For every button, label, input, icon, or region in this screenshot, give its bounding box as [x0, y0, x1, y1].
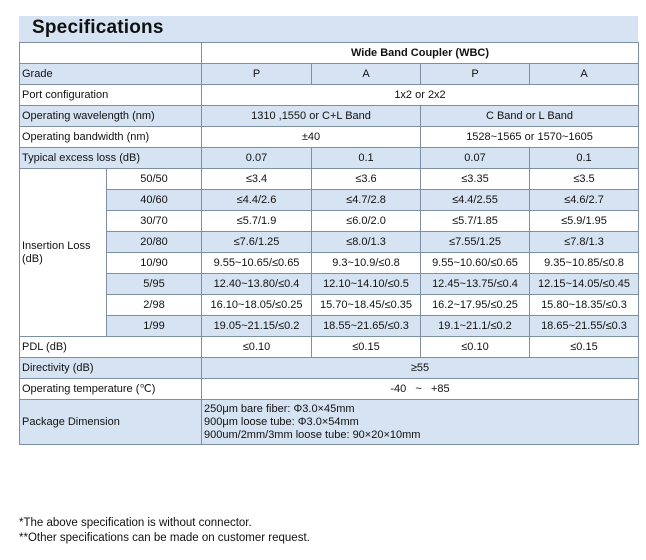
split-ratio: 20/80 [107, 232, 202, 253]
excess-loss-value: 0.1 [530, 148, 639, 169]
insertion-loss-value: 19.1~21.1/≤0.2 [421, 316, 530, 337]
grade-value: A [312, 64, 421, 85]
bandwidth-label: Operating bandwidth (nm) [20, 127, 202, 148]
pdl-row [20, 337, 639, 358]
insertion-loss-row [20, 274, 639, 295]
insertion-loss-row [20, 295, 639, 316]
wavelength-value: C Band or L Band [421, 106, 639, 127]
excess-loss-value: 0.1 [312, 148, 421, 169]
split-ratio: 1/99 [107, 316, 202, 337]
insertion-loss-value: 12.40~13.80/≤0.4 [202, 274, 312, 295]
pdl-value: ≤0.15 [530, 337, 639, 358]
split-ratio: 2/98 [107, 295, 202, 316]
insertion-loss-value: ≤8.0/1.3 [312, 232, 421, 253]
bandwidth-value: ±40 [202, 127, 421, 148]
insertion-loss-value: ≤4.4/2.6 [202, 190, 312, 211]
insertion-loss-value: 12.15~14.05/≤0.45 [530, 274, 639, 295]
pdl-value: ≤0.10 [202, 337, 312, 358]
insertion-loss-value: 12.10~14.10/≤0.5 [312, 274, 421, 295]
insertion-loss-value: 12.45~13.75/≤0.4 [421, 274, 530, 295]
insertion-loss-value: 18.55~21.65/≤0.3 [312, 316, 421, 337]
insertion-loss-value: 19.05~21.15/≤0.2 [202, 316, 312, 337]
insertion-loss-value: ≤3.4 [202, 169, 312, 190]
insertion-loss-value: 9.55~10.60/≤0.65 [421, 253, 530, 274]
insertion-loss-row [20, 232, 639, 253]
grade-value: A [530, 64, 639, 85]
insertion-loss-value: ≤7.6/1.25 [202, 232, 312, 253]
insertion-loss-value: ≤4.6/2.7 [530, 190, 639, 211]
excess-loss-row [20, 148, 639, 169]
insertion-loss-row [20, 316, 639, 337]
temperature-value: -40 ~ +85 [202, 379, 639, 400]
port-row [20, 85, 639, 106]
pdl-value: ≤0.15 [312, 337, 421, 358]
insertion-loss-value: 18.65~21.55/≤0.3 [530, 316, 639, 337]
package-value [202, 400, 639, 445]
footnotes [19, 516, 310, 546]
insertion-loss-value: 15.80~18.35/≤0.3 [530, 295, 639, 316]
package-line: 900um/2mm/3mm loose tube: 90×20×10mm [204, 428, 421, 441]
insertion-loss-row [20, 169, 639, 190]
insertion-loss-value: 15.70~18.45/≤0.35 [312, 295, 421, 316]
insertion-loss-value: ≤4.7/2.8 [312, 190, 421, 211]
excess-loss-value: 0.07 [421, 148, 530, 169]
corner-cell [20, 43, 202, 64]
title-bar [19, 16, 638, 42]
package-row [20, 400, 639, 445]
grade-label: Grade [20, 64, 202, 85]
bandwidth-row [20, 127, 639, 148]
wavelength-label: Operating wavelength (nm) [20, 106, 202, 127]
split-ratio: 10/90 [107, 253, 202, 274]
insertion-loss-row [20, 211, 639, 232]
port-label: Port configuration [20, 85, 202, 106]
insertion-loss-value: ≤5.7/1.85 [421, 211, 530, 232]
insertion-loss-label: Insertion Loss (dB) [20, 169, 107, 337]
package-line: 900μm loose tube: Φ3.0×54mm [204, 415, 359, 428]
excess-loss-label: Typical excess loss (dB) [20, 148, 202, 169]
split-ratio: 5/95 [107, 274, 202, 295]
temperature-row [20, 379, 639, 400]
table-header-row [20, 43, 639, 64]
insertion-loss-value: ≤4.4/2.55 [421, 190, 530, 211]
grade-value: P [202, 64, 312, 85]
insertion-loss-value: ≤3.6 [312, 169, 421, 190]
temperature-label: Operating temperature (℃) [20, 379, 202, 400]
port-value: 1x2 or 2x2 [202, 85, 639, 106]
insertion-loss-value: ≤7.55/1.25 [421, 232, 530, 253]
package-line: 250μm bare fiber: Φ3.0×45mm [204, 402, 355, 415]
package-label: Package Dimension [20, 400, 202, 445]
insertion-loss-value: ≤3.35 [421, 169, 530, 190]
insertion-loss-row [20, 253, 639, 274]
directivity-label: Directivity (dB) [20, 358, 202, 379]
split-ratio: 50/50 [107, 169, 202, 190]
insertion-loss-value: 9.3~10.9/≤0.8 [312, 253, 421, 274]
grade-row [20, 64, 639, 85]
insertion-loss-row [20, 190, 639, 211]
insertion-loss-value: ≤7.8/1.3 [530, 232, 639, 253]
product-header: Wide Band Coupler (WBC) [202, 43, 639, 64]
wavelength-value: 1310 ,1550 or C+L Band [202, 106, 421, 127]
footnote: *The above specification is without connector. [19, 517, 252, 529]
insertion-loss-value: 9.55~10.65/≤0.65 [202, 253, 312, 274]
directivity-value: ≥55 [202, 358, 639, 379]
insertion-loss-value: ≤6.0/2.0 [312, 211, 421, 232]
spec-table [19, 42, 639, 445]
footnote: **Other specifications can be made on customer request. [19, 532, 310, 544]
insertion-loss-value: ≤5.7/1.9 [202, 211, 312, 232]
page-title: Specifications [32, 17, 164, 38]
insertion-loss-value: ≤3.5 [530, 169, 639, 190]
insertion-loss-value: 16.2~17.95/≤0.25 [421, 295, 530, 316]
bandwidth-value: 1528~1565 or 1570~1605 [421, 127, 639, 148]
insertion-loss-value: 16.10~18.05/≤0.25 [202, 295, 312, 316]
split-ratio: 40/60 [107, 190, 202, 211]
wavelength-row [20, 106, 639, 127]
excess-loss-value: 0.07 [202, 148, 312, 169]
directivity-row [20, 358, 639, 379]
insertion-loss-value: ≤5.9/1.95 [530, 211, 639, 232]
pdl-label: PDL (dB) [20, 337, 202, 358]
pdl-value: ≤0.10 [421, 337, 530, 358]
grade-value: P [421, 64, 530, 85]
split-ratio: 30/70 [107, 211, 202, 232]
insertion-loss-value: 9.35~10.85/≤0.8 [530, 253, 639, 274]
